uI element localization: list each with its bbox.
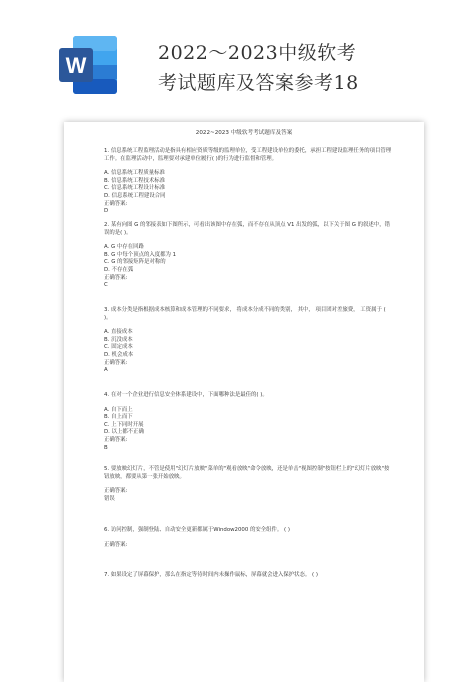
question-stem: 2. 某有向图 G 的邻接表如下图所示，可看出该图中存在弧，而不存在从顶点 V1 出发的弧，以下关于图 G 的叙述中，错误的是( )。 [104,222,390,236]
answer-label: 正确答案: [104,436,128,443]
option-d: D. 不存在弧 [104,266,134,273]
option-c: C. 上下同时开展 [104,421,144,428]
answer-label: 正确答案: [104,488,128,495]
question-stem: 6. 访问控制，强制登陆、自动安全更新都属于Window2000 的安全组件。 ( ) [104,527,290,533]
answer-value: C [104,282,108,289]
option-c: C. G 的邻接矩阵是对称的 [104,259,166,266]
answer-value: 错误 [104,495,115,502]
answer-value: A [104,367,108,374]
option-a: A. G 中存在回路 [104,244,144,251]
answer-value: B [104,444,108,451]
answer-label: 正确答案: [104,274,128,281]
option-b: B. 信息系统工程技术标准 [104,177,166,184]
option-d: D. 以上都不正确 [104,429,144,436]
answer-label: 正确答案: [104,359,128,366]
option-d: D. 机会成本 [104,351,134,358]
question-stem: 7. 如果设定了屏幕保护，那么在指定等待时间内未操作鼠标，屏幕就会进入保护状态。 ( ) [104,572,318,578]
question-6 [104,527,394,549]
option-a: A. 自下而上 [104,406,133,413]
page-title-line-2: 考试题库及答案参考18 [158,72,359,94]
question-1 [104,148,394,216]
question-7 [104,572,394,580]
question-stem: 3. 成本分类是指根据成本核算和成本管理的不同要求， 将成本分成不同的类别， 其中， 项目团对差旅费， 工资属于 ( )。 [104,307,386,321]
question-stem: 1. 信息系统工程监理活动是指具有相应资质等级的监理单位，受工程建设单位的委托，承担工程建设监理任务的项目管理工作。在监理活动中，监理要对承建单位履行( )的行为进行监督和管理。 [104,148,392,162]
option-a: A. 直接成本 [104,329,133,336]
question-4 [104,392,394,452]
question-stem: 4. 在对一个企业进行信息安全体系建设中，下面哪种法是最佳的( )。 [104,392,268,398]
answer-label: 正确答案: [104,541,128,548]
answer-value: D [104,208,109,215]
option-b: B. G 中每个顶点的入度都为 1 [104,251,177,258]
option-b: B. 沉没成本 [104,336,133,343]
svg-text:W: W [65,53,87,78]
page-title-line-1: 2022～2023中级软考 [158,42,357,64]
question-2 [104,222,394,290]
question-5 [104,466,394,503]
document-header [0,0,474,122]
word-document-icon [57,32,119,98]
option-a: A. 信息系统工程质量标准 [104,170,165,177]
page-title [158,38,458,98]
option-c: C. 信息系统工程设计标准 [104,185,166,192]
option-c: C. 固定成本 [104,344,133,351]
question-stem: 5. 要放映幻灯片，不管是使用"幻灯片放映"菜单的"观看放映"命令放映，还是单击"视图控制"按钮栏上的"幻灯片放映"按钮放映，都要从第一张开始放映。 [104,466,390,480]
answer-label: 正确答案: [104,200,128,207]
option-d: D. 信息系统工程建设合同 [104,192,166,199]
question-3 [104,307,394,375]
document-page[interactable] [64,122,424,682]
document-title: 2022~2023 中级软考考试题库及答案 [195,130,293,136]
option-b: B. 自上而下 [104,414,133,421]
